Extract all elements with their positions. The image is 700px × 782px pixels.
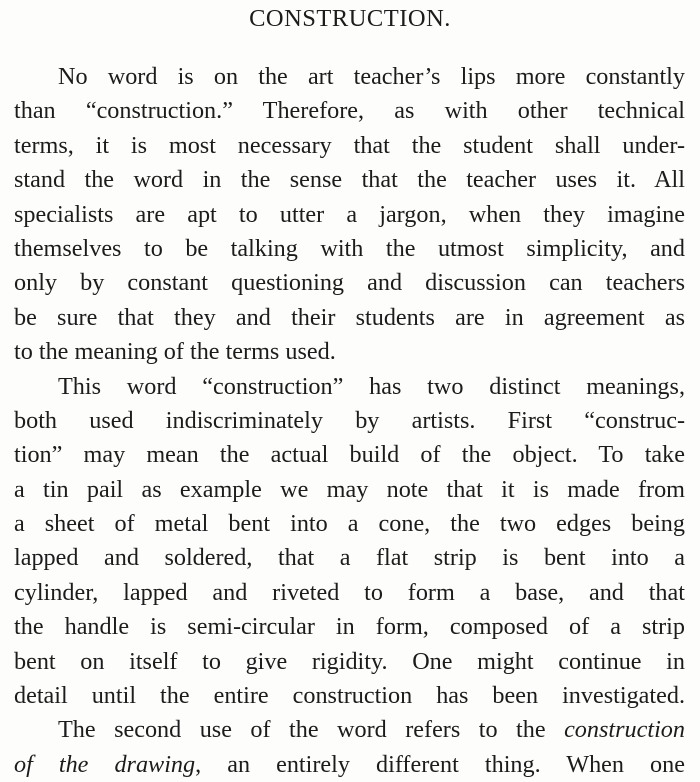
line-text-italic: construction (564, 716, 685, 744)
line-text: cylinder, lapped and riveted to form a base, and that (14, 578, 685, 606)
text-line (14, 370, 685, 404)
line-text: to the meaning of the terms used. (14, 338, 336, 366)
line-text-roman: The second use of the word refers to the (58, 716, 546, 744)
paragraph-3 (14, 713, 685, 782)
line-text: the handle is semi-circular in form, composed of a strip (14, 613, 685, 641)
text-line (14, 301, 685, 335)
text-line (14, 507, 685, 541)
line-text-roman: , an entirely different thing. When one (195, 750, 685, 778)
text-line (14, 541, 685, 575)
text-line (14, 679, 685, 713)
text-line (14, 713, 685, 747)
line-text: both used indiscriminately by artists. First “construc- (14, 406, 685, 434)
line-text: than “construction.” Therefore, as with other technical (14, 97, 685, 125)
paragraph-2 (14, 370, 685, 714)
text-line (14, 404, 685, 438)
line-text: tion” may mean the actual build of the object. To take (14, 441, 685, 469)
paragraph-1 (14, 60, 685, 370)
line-text: stand the word in the sense that the teacher uses it. All (14, 166, 685, 194)
line-text: a tin pail as example we may note that it is made from (14, 475, 685, 503)
line-text: This word “construction” has two distinct meanings, (58, 372, 685, 400)
text-line (14, 576, 685, 610)
text-line (14, 129, 685, 163)
text-line (14, 645, 685, 679)
line-text: only by constant questioning and discussion can teachers (14, 269, 685, 297)
line-text: specialists are apt to utter a jargon, when they imagine (14, 200, 685, 228)
text-line (14, 748, 685, 782)
body-text (14, 60, 685, 782)
text-line (14, 266, 685, 300)
line-text (14, 751, 685, 778)
text-line (14, 94, 685, 128)
text-line (14, 438, 685, 472)
line-text: No word is on the art teacher’s lips more constantly (58, 63, 685, 90)
text-line (14, 610, 685, 644)
chapter-title: CONSTRUCTION. (249, 5, 451, 32)
text-line (14, 198, 685, 232)
line-text (58, 716, 685, 743)
line-text: bent on itself to give rigidity. One might continue in (14, 647, 685, 675)
line-text-italic: of the drawing (14, 750, 196, 778)
line-text: be sure that they and their students are in agreement as (14, 303, 685, 331)
text-line (14, 232, 685, 266)
text-line (14, 335, 685, 369)
text-line (14, 163, 685, 197)
line-text: terms, it is most necessary that the student shall under- (14, 131, 685, 159)
line-text: a sheet of metal bent into a cone, the two edges being (14, 510, 685, 538)
line-text: themselves to be talking with the utmost simplicity, and (14, 234, 685, 262)
line-text: detail until the entire construction has been investigated. (14, 682, 685, 710)
line-text: lapped and soldered, that a flat strip is bent into a (14, 544, 685, 572)
text-line (14, 60, 685, 94)
text-line (14, 473, 685, 507)
